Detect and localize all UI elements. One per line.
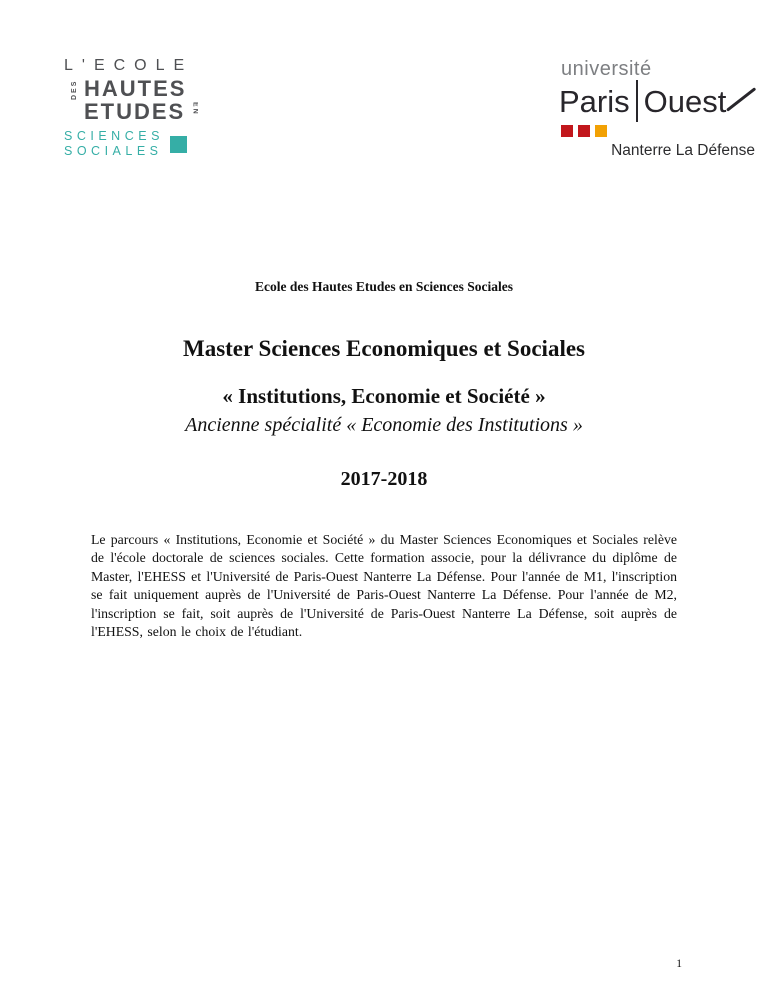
ehess-logo-square-icon [170, 136, 187, 153]
institution-header: Ecole des Hautes Etudes en Sciences Sociales [255, 279, 513, 294]
ehess-logo-teal-block [64, 129, 209, 159]
upo-logo-wordmark [559, 82, 755, 122]
ehess-logo [64, 57, 209, 159]
ehess-logo-des: DES [71, 79, 78, 100]
ehess-logo-etudes: ETUDES [84, 99, 186, 124]
ehess-logo-en: EN [191, 102, 199, 116]
upo-logo-universite: université [561, 58, 652, 80]
upo-logo-divider [636, 80, 638, 122]
upo-logo-ouest: Ouest [643, 84, 727, 119]
ehess-logo-row-hautes [71, 78, 209, 100]
upo-logo-paris: Paris [559, 84, 630, 119]
ehess-logo-hautes: HAUTES [84, 76, 187, 101]
ehess-logo-row-etudes [84, 101, 209, 123]
intro-paragraph: Le parcours « Institutions, Economie et Société » du Master Sciences Economiques et Sociales relève de l'école doctorale de sciences sociales. Cette formation associe, pour la délivrance du diplôme de Master, l'EHESS et l'Université de Paris-Ouest Nanterre La Défense. Pour l'année de M1, l'inscription se fait uniquement auprès de l'Université de Paris-Ouest Nanterre La Défense. Pour l'année de M2, l'inscription se fait, soit auprès de l'Université de Paris-Ouest Nanterre La Défense, soit auprès de l'EHESS, selon le choix de l'étudiant. [91, 532, 677, 640]
document-title: Master Sciences Economiques et Sociales [182, 336, 586, 361]
upo-logo-pen-stroke-icon [726, 87, 756, 111]
upo-color-square-1-icon [561, 125, 573, 137]
ehess-logo-lecole: L'ECOLE [64, 57, 194, 74]
former-specialty-subtitle: Ancienne spécialité « Economie des Institutions » [185, 414, 583, 436]
academic-year: 2017-2018 [340, 468, 428, 490]
paris-ouest-logo [553, 58, 755, 160]
ehess-logo-sociales: SOCIALES [64, 144, 163, 158]
ehess-logo-sciences: SCIENCES [64, 129, 164, 143]
upo-logo-squares [561, 125, 755, 137]
specialty-title: « Institutions, Economie et Société » [222, 384, 546, 408]
page-number: 1 [676, 958, 682, 970]
upo-color-square-3-icon [595, 125, 607, 137]
upo-logo-subtitle: Nanterre La Défense [611, 142, 755, 159]
upo-color-square-2-icon [578, 125, 590, 137]
